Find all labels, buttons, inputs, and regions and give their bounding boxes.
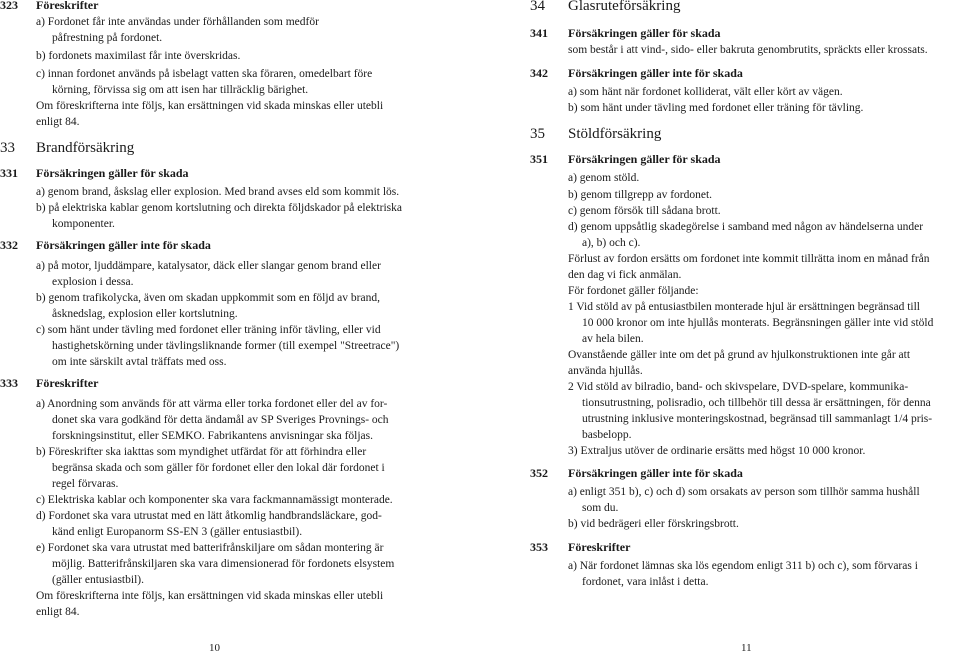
text-line: För fordonet gäller följande: — [568, 285, 699, 297]
text-line: a) på motor, ljuddämpare, katalysator, däck eller slangar genom brand eller — [36, 260, 381, 272]
page-number: 10 — [209, 642, 220, 654]
text-line: b) genom trafikolycka, även om skadan uppkommit som en följd av brand, — [36, 292, 380, 304]
chapter-number: 35 — [530, 126, 545, 142]
text-line: hastighetskörning under tävlingsliknande former (till exempel "Streetrace") — [52, 340, 400, 352]
text-line: använda hjullås. — [568, 365, 643, 377]
text-line: a) genom stöld. — [568, 172, 640, 184]
text-line: d) genom uppsåtlig skadegörelse i samband med någon av händelserna under — [568, 221, 924, 233]
text-line: möjlig. Batterifrånskiljaren ska vara dimensionerad för fordonets elsystem — [52, 558, 395, 570]
text-line: a) genom brand, åskslag eller explosion. Med brand avses eld som kommit lös. — [36, 186, 400, 198]
section-number: 331 — [0, 166, 18, 180]
text-line: forskningsinstitut, eller SEMKO. Fabrikantens anvisningar ska följas. — [52, 430, 374, 442]
text-line: b) som hänt under tävling med fordonet eller träning för tävling. — [568, 102, 864, 114]
section-title: Föreskrifter — [36, 376, 99, 390]
chapter-title: Stöldförsäkring — [568, 126, 662, 142]
section-title: Försäkringen gäller för skada — [568, 152, 721, 166]
chapter-number: 33 — [0, 140, 15, 156]
text-line: e) Fordonet ska vara utrustat med batterifrånskiljare om sådan montering är — [36, 542, 384, 554]
text-line: a) Anordning som används för att värma eller torka fordonet eller del av for- — [36, 398, 388, 410]
text-line: tionsutrustning, polisradio, och tillbehör till dessa är ersättningen, för denna — [582, 397, 931, 409]
text-line: Förlust av fordon ersätts om fordonet inte kommit tillrätta inom en månad från — [568, 253, 930, 265]
section-title: Försäkringen gäller för skada — [568, 26, 721, 40]
text-line: 1 Vid stöld av på entusiastbilen monterade hjul är ersättningen begränsad till — [568, 301, 920, 313]
text-line: utrustning inklusive monteringskostnad, begränsad till sammanlagt 1/4 pris- — [582, 413, 933, 425]
text-line: a) När fordonet lämnas ska lös egendom enligt 311 b) och c), som förvaras i — [568, 560, 918, 572]
text-line: enligt 84. — [36, 116, 80, 128]
text-line: som består i att vind-, sido- eller bakruta genombrutits, spräckts eller krossats. — [568, 44, 928, 56]
text-line: b) genom tillgrepp av fordonet. — [568, 189, 713, 201]
text-line: b) vid bedrägeri eller förskringsbrott. — [568, 518, 739, 530]
text-line: a), b) och c). — [582, 237, 641, 249]
page-number: 11 — [741, 642, 752, 654]
text-line: 10 000 kronor om inte hjullås monterats. Begränsningen gäller inte vid stöld — [582, 317, 934, 329]
section-number: 351 — [530, 152, 548, 166]
section-number: 332 — [0, 238, 18, 252]
text-line: b) Föreskrifter ska iakttas som myndighet utfärdat för att förhindra eller — [36, 446, 367, 458]
section-number: 353 — [530, 540, 548, 554]
text-line: som du. — [582, 502, 619, 514]
text-line: 3) Extralјus utöver de ordinarie ersätts med högst 10 000 kronor. — [568, 445, 866, 457]
section-number: 352 — [530, 466, 548, 480]
text-line: begränsa skada och som gäller för fordonet eller den lokal där fordonet i — [52, 462, 385, 474]
section-title: Försäkringen gäller för skada — [36, 166, 189, 180]
text-line: c) innan fordonet används på isbelagt vatten ska föraren, omedelbart före — [36, 68, 373, 80]
text-line: av hela bilen. — [582, 333, 644, 345]
section-number: 342 — [530, 66, 548, 80]
chapter-number: 34 — [530, 0, 545, 14]
text-line: den dag vi fick anmälan. — [568, 269, 682, 281]
text-line: om inte särskilt avtal träffats med oss. — [52, 356, 227, 368]
section-title: Föreskrifter — [568, 540, 631, 554]
text-line: explosion i dessa. — [52, 276, 134, 288]
text-line: åsknedslag, explosion eller kortslutning. — [52, 308, 238, 320]
section-title: Föreskrifter — [36, 0, 99, 12]
text-line: basbelopp. — [582, 429, 632, 441]
chapter-title: Glasruteförsäkring — [568, 0, 681, 14]
section-number: 341 — [530, 26, 548, 40]
text-line: a) Fordonet får inte användas under förhållanden som medför — [36, 16, 319, 28]
text-line: donet ska vara godkänd för detta ändamål av SP Sveriges Provnings- och — [52, 414, 389, 426]
text-line: d) Fordonet ska vara utrustat med en lätt åtkomlig handbrandsläckare, god- — [36, 510, 382, 522]
text-line: c) Elektriska kablar och komponenter ska vara fackmannamässigt monterade. — [36, 494, 393, 506]
text-line: regel förvaras. — [52, 478, 119, 490]
text-line: känd enligt Europanorm SS-EN 3 (gäller entusiastbil). — [52, 526, 303, 538]
chapter-title: Brandförsäkring — [36, 140, 135, 156]
text-line: a) enligt 351 b), c) och d) som orsakats av person som tillhör samma hushåll — [568, 486, 920, 498]
text-line: b) fordonets maximilast får inte överskridas. — [36, 50, 241, 62]
section-number: 333 — [0, 376, 18, 390]
text-line: Om föreskrifterna inte följs, kan ersättningen vid skada minskas eller utebli — [36, 590, 384, 602]
text-line: Ovanstående gäller inte om det på grund av hjulkonstruktionen inte går att — [568, 349, 911, 361]
text-line: a) som hänt när fordonet kolliderat, vält eller kört av vägen. — [568, 86, 843, 98]
section-title: Försäkringen gäller inte för skada — [36, 238, 211, 252]
section-number: 323 — [0, 0, 18, 12]
section-title: Försäkringen gäller inte för skada — [568, 466, 743, 480]
text-line: enligt 84. — [36, 606, 80, 618]
text-line: Om föreskrifterna inte följs, kan ersättningen vid skada minskas eller utebli — [36, 100, 384, 112]
text-line: körning, förvissa sig om att isen har tillräcklig bärighet. — [52, 84, 309, 96]
text-line: b) på elektriska kablar genom kortslutning och direkta följdskador på elektriska — [36, 202, 402, 214]
text-line: c) som hänt under tävling med fordonet eller träning inför tävling, eller vid — [36, 324, 381, 336]
text-line: 2 Vid stöld av bilradio, band- och skivspelare, DVD-spelare, kommunika- — [568, 381, 909, 393]
text-line: komponenter. — [52, 218, 115, 230]
text-line: fordonet, vara inlåst i detta. — [582, 576, 709, 588]
text-line: (gäller entusiastbil). — [52, 574, 144, 586]
text-line: påfrestning på fordonet. — [52, 32, 163, 44]
text-line: c) genom försök till sådana brott. — [568, 205, 721, 217]
section-title: Försäkringen gäller inte för skada — [568, 66, 743, 80]
